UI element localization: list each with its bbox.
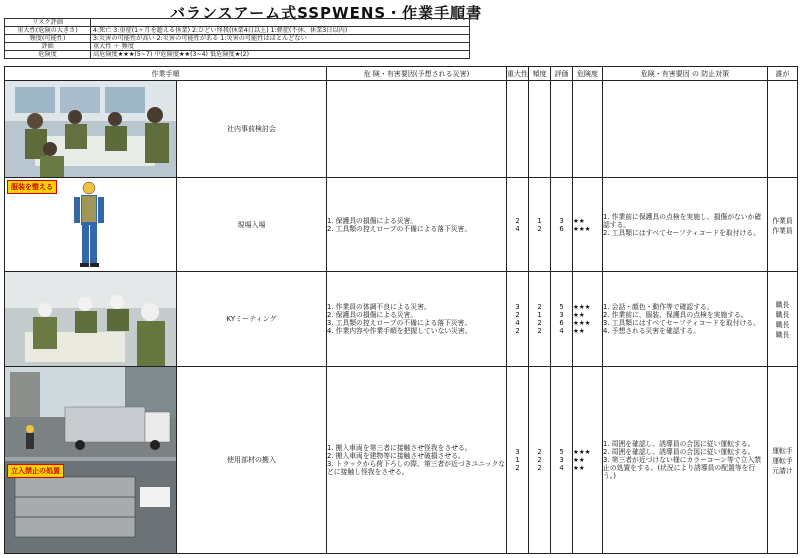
severity-value: 4 [515,319,520,327]
risk-stars: ★★ [573,311,585,319]
severity-value: 3 [515,303,520,311]
step-label: 現場入場 [177,178,327,272]
evaluation-value: 6 [559,224,564,233]
risk-stars: ★★ [573,456,585,464]
frequency-value: 2 [537,224,542,233]
legend-value: 重大性 ＋ 頻度 [91,43,470,51]
hazard-item: 3. 工具類の控えロープの不備による落下災害。 [327,319,472,327]
evaluation-value: 3 [559,216,564,225]
risk-stars: ★★★ [573,303,591,311]
hazard-item: 4. 作業内容や作業手順を把握していない災害。 [327,327,472,335]
severity-value: 2 [515,311,520,319]
responsible-value: 作業員 [772,216,793,225]
step-label: 使用部材の搬入 [177,367,327,554]
legend-key: 危険度 [5,51,91,59]
hazard-item: 2. 工具類の控えロープの不備による落下災害。 [327,224,472,233]
meeting-photo-image [5,81,176,177]
severity-value: 2 [515,327,520,335]
responsible-value: 職長 [775,321,790,329]
measure-item: 4. 予想される災害を確認する。 [603,327,701,335]
header-risk-level: 危険度 [573,67,603,81]
evaluation-value: 3 [559,456,564,464]
header-step: 作業手順 [5,67,327,81]
risk-stars: ★★ [573,327,585,335]
measure-item: 1. 作業前に保護具の点検を実施し、損傷がないか確認する。 [603,212,762,229]
header-severity: 重大性 [507,67,529,81]
hazard-item: 1. 保護具の損傷による災害。 [327,216,418,225]
ky-meeting-image [5,272,176,366]
hazard-item: 2. 保護具の損傷による災害。 [327,311,418,319]
legend-value: 3:災害の可能性が高い 2:災害の可能性がある 1:災害の可能性はほとんどない [91,35,470,43]
header-hazard: 危 険・有害要因(予想される災害) [327,67,507,81]
hazard-item: 2. 搬入車両を建物等に接触させ破損させる。 [327,452,465,460]
measure-item: 3. 第三者が近づけない様にカラーコーン等で立入禁止の処置をする。(状況により誘導員の配置等を行う。) [603,456,762,480]
evaluation-value: 5 [559,448,564,456]
measure-item: 1. 周囲を確認し、誘導員の合図に従い運転する。 [603,440,755,448]
frequency-value: 2 [537,448,542,456]
legend-value: 4:死亡 3:重症(1ヶ月を超える休業) 2:ひどい怪我(休業4日以上) 1:軽症(不休、休業3日以内) [91,27,470,35]
legend-key: 重大性(危険の大きさ) [5,27,91,35]
uniform-tag: 服装を整える [7,180,57,194]
legend-key: 評価 [5,43,91,51]
header-responsible: 誰が [768,67,798,81]
frequency-value: 2 [537,456,542,464]
header-frequency: 頻度 [529,67,551,81]
frequency-value: 1 [537,311,542,319]
evaluation-value: 3 [559,311,564,319]
responsible-value: 職長 [775,331,790,339]
meeting-photo [5,81,176,177]
header-evaluation: 評価 [551,67,573,81]
evaluation-value: 5 [559,303,564,311]
measure-item: 1. 会話・顔色・動作等で確認する。 [603,303,714,311]
risk-stars: ★★★ [573,319,591,327]
measure-item: 2. 作業前に、服装、保護具の点検を実施する。 [603,311,748,319]
severity-value: 4 [515,224,520,233]
worker-uniform-photo [5,178,176,271]
frequency-value: 1 [537,216,542,225]
delivery-photo [5,367,176,553]
severity-value: 2 [515,216,520,225]
risk-stars: ★★ [573,216,585,225]
responsible-value: 職長 [775,311,790,319]
legend-key: リスク評価 [5,19,91,27]
header-measure: 危険・有害要因 の 防止対策 [603,67,768,81]
document-title: バランスアーム式SSPWENS・作業手順書 [170,4,483,22]
delivery-image [5,367,176,553]
risk-legend-table [4,18,470,59]
evaluation-value: 6 [559,319,564,327]
evaluation-value: 4 [559,464,564,472]
legend-key: 頻度(可能性) [5,35,91,43]
severity-value: 2 [515,464,520,472]
legend-value: 高危険度★★★(5~7) 中危険度★★(3~4) 低危険度★(2) [91,51,470,59]
measure-item: 3. 工具類にはすべてセーフティコードを取付ける。 [603,319,760,327]
severity-value: 3 [515,448,520,456]
hazard-item: 1. 搬入車両を第三者に接触させ怪我をさせる。 [327,444,472,452]
step-label: 社内事前検討会 [177,81,327,178]
procedure-table [4,66,798,554]
frequency-value: 2 [537,327,542,335]
responsible-value: 運転手 [772,457,793,465]
frequency-value: 2 [537,464,542,472]
legend-value [91,19,470,27]
step-label: KYミーティング [177,272,327,367]
no-entry-tag: 立入禁止の処置 [7,464,64,478]
responsible-value: 運転手 [772,447,793,455]
frequency-value: 2 [537,303,542,311]
hazard-item: 1. 作業員の体調不良による災害。 [327,303,431,311]
evaluation-value: 4 [559,327,564,335]
risk-stars: ★★★ [573,448,591,456]
risk-stars: ★★★ [573,224,591,233]
measure-item: 2. 工具類にはすべてセーフティコードを取付ける。 [603,228,760,237]
risk-stars: ★★ [573,464,585,472]
frequency-value: 2 [537,319,542,327]
hazard-item: 3. トラックから荷下ろしの際、第三者が近づきユニックなどに接触し怪我をさせる。 [327,460,506,476]
ky-meeting-photo [5,272,176,366]
measure-item: 2. 周囲を確認し、誘導員の合図に従い運転する。 [603,448,755,456]
responsible-value: 作業員 [772,226,793,235]
responsible-value: 職長 [775,301,790,309]
severity-value: 1 [515,456,520,464]
responsible-value: 元請け [772,467,793,475]
